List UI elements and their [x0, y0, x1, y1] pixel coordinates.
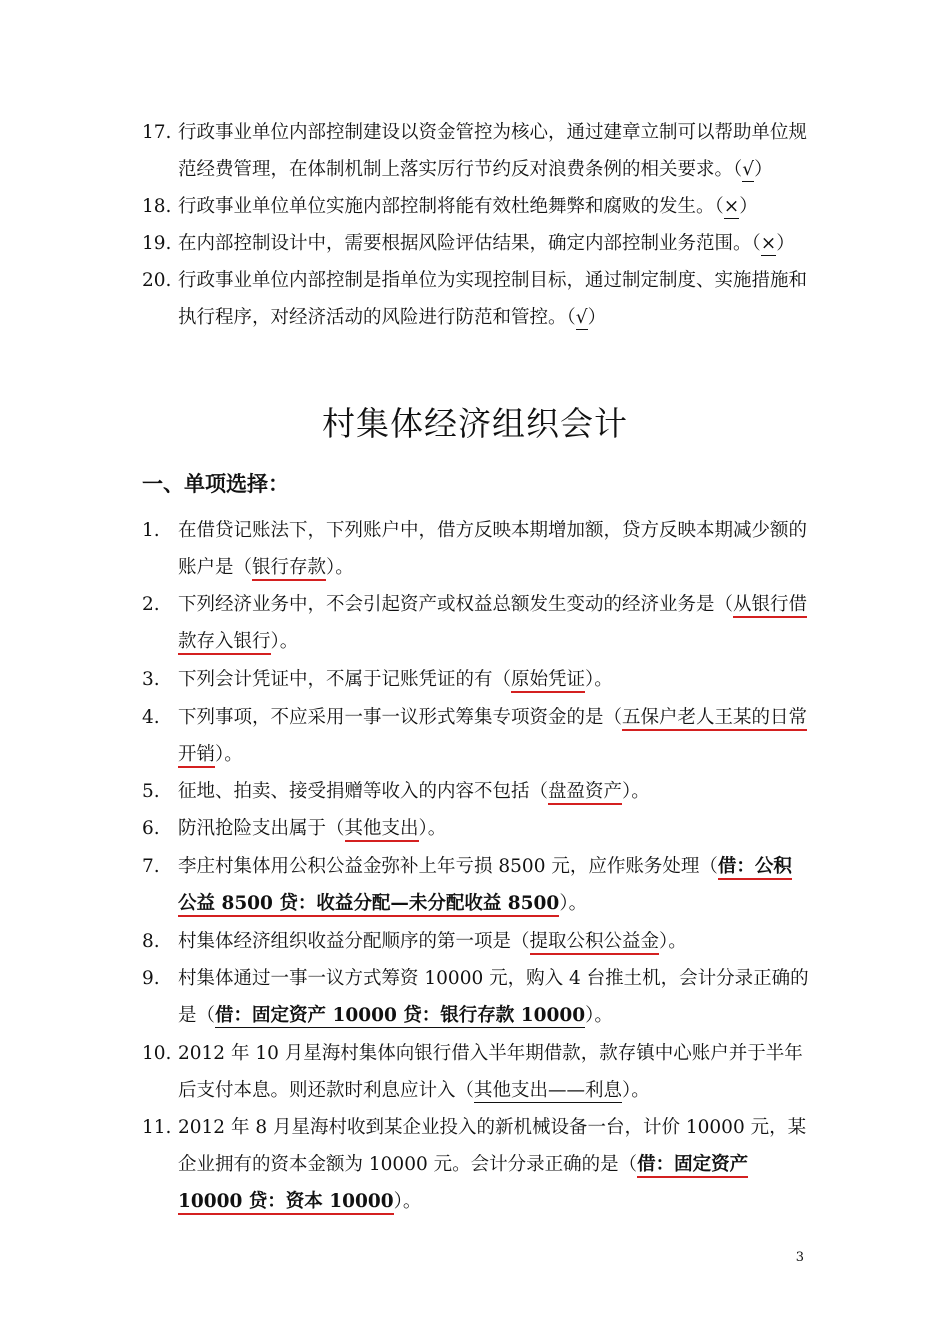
page-number: 3 — [795, 1250, 804, 1265]
question-20: 20. 行政事业单位内部控制是指单位为实现控制目标，通过制定制度、实施措施和执行程序，对经济活动的风险进行防范和管控。（√） — [142, 262, 810, 336]
question-9: 9. 村集体通过一事一议方式筹资 10000 元，购入 4 台推土机，会计分录正确的是（借：固定资产 10000 贷：银行存款 10000）。 — [142, 960, 810, 1034]
question-6: 6. 防汛抢险支出属于（其他支出）。 — [142, 810, 810, 847]
question-19: 19. 在内部控制设计中，需要根据风险评估结果，确定内部控制业务范围。（×） — [142, 225, 810, 262]
question-text: 防汛抢险支出属于（ — [178, 818, 345, 839]
question-text: 村集体经济组织收益分配顺序的第一项是（ — [178, 931, 530, 952]
answer: × — [760, 233, 777, 254]
question-text: 行政事业单位单位实施内部控制将能有效杜绝舞弊和腐败的发生。（ — [178, 196, 724, 217]
question-18: 18. 行政事业单位单位实施内部控制将能有效杜绝舞弊和腐败的发生。（×） — [142, 188, 810, 225]
question-number: 7. — [142, 856, 160, 877]
question-text: 下列会计凭证中，不属于记账凭证的有（ — [178, 669, 512, 690]
question-5: 5. 征地、拍卖、接受捐赠等收入的内容不包括（盘盈资产）。 — [142, 773, 810, 810]
answer: 从银行借款存入银行 — [178, 594, 807, 655]
answer: 借：固定资产 10000 贷：资本 10000 — [178, 1154, 748, 1215]
question-10: 10. 2012 年 10 月星海村集体向银行借入半年期借款，款存镇中心账户并于半年后支付本息。则还款时利息应计入（其他支出——利息）。 — [142, 1035, 810, 1109]
page-title: 村集体经济组织会计 — [322, 404, 628, 443]
answer: 银行存款 — [252, 557, 326, 581]
answer: × — [723, 196, 740, 217]
question-text: 在借贷记账法下，下列账户中，借方反映本期增加额，贷方反映本期减少额的账户是（ — [178, 520, 808, 578]
question-11: 11. 2012 年 8 月星海村收到某企业投入的新机械设备一台，计价 10000 元，某企业拥有的资本金额为 10000 元。会计分录正确的是（借：固定资产 10000 贷：资本 10000）。 — [142, 1109, 810, 1220]
question-number: 10. — [142, 1043, 172, 1064]
question-number: 8. — [142, 931, 160, 952]
answer: √ — [575, 307, 588, 328]
question-number: 3. — [142, 669, 160, 690]
answer: 盘盈资产 — [548, 781, 622, 805]
question-text: 征地、拍卖、接受捐赠等收入的内容不包括（ — [178, 781, 549, 802]
question-7: 7. 李庄村集体用公积公益金弥补上年亏损 8500 元，应作账务处理（借：公积公益 8500 贷：收益分配—未分配收益 8500）。 — [142, 848, 810, 922]
question-8: 8. 村集体经济组织收益分配顺序的第一项是（提取公积公益金）。 — [142, 923, 810, 960]
question-number: 6. — [142, 818, 160, 839]
answer: √ — [742, 159, 755, 180]
question-text: 行政事业单位内部控制是指单位为实现控制目标，通过制定制度、实施措施和执行程序，对经济活动的风险进行防范和管控。（ — [178, 270, 808, 328]
question-number: 9. — [142, 968, 160, 989]
question-number: 1. — [142, 520, 160, 541]
question-number: 2. — [142, 594, 160, 615]
question-text: 行政事业单位内部控制建设以资金管控为核心，通过建章立制可以帮助单位规范经费管理，在体制机制上落实厉行节约反对浪费条例的相关要求。（ — [178, 122, 808, 180]
question-3: 3. 下列会计凭证中，不属于记账凭证的有（原始凭证）。 — [142, 661, 810, 698]
answer: 借：公积公益 8500 贷：收益分配—未分配收益 8500 — [178, 856, 792, 917]
question-number: 19. — [142, 233, 172, 254]
question-text: 李庄村集体用公积公益金弥补上年亏损 8500 元，应作账务处理（ — [178, 856, 718, 877]
question-text: 下列事项，不应采用一事一议形式筹集专项资金的是（ — [178, 707, 623, 728]
answer: 其他支出——利息 — [474, 1080, 623, 1101]
question-text: 在内部控制设计中，需要根据风险评估结果，确定内部控制业务范围。（ — [178, 233, 761, 254]
answer: 其他支出 — [345, 818, 419, 842]
answer: 提取公积公益金 — [530, 931, 660, 955]
question-1: 1. 在借贷记账法下，下列账户中，借方反映本期增加额，贷方反映本期减少额的账户是（银行存款）。 — [142, 512, 810, 586]
section-heading: 一、单项选择： — [142, 472, 289, 496]
question-text: 村集体通过一事一议方式筹资 10000 元，购入 4 台推土机，会计分录正确的是（ — [178, 968, 809, 1026]
question-text: 2012 年 10 月星海村集体向银行借入半年期借款，款存镇中心账户并于半年后支付本息。则还款时利息应计入（ — [178, 1043, 803, 1101]
question-number: 18. — [142, 196, 172, 217]
question-number: 17. — [142, 122, 172, 143]
answer: 原始凭证 — [511, 669, 585, 693]
question-4: 4. 下列事项，不应采用一事一议形式筹集专项资金的是（五保户老人王某的日常开销）。 — [142, 699, 810, 773]
question-number: 20. — [142, 270, 172, 291]
question-text: 下列经济业务中，不会引起资产或权益总额发生变动的经济业务是（ — [178, 594, 734, 615]
question-number: 11. — [142, 1117, 172, 1138]
question-number: 5. — [142, 781, 160, 802]
question-text: 2012 年 8 月星海村收到某企业投入的新机械设备一台，计价 10000 元，某企业拥有的资本金额为 10000 元。会计分录正确的是（ — [178, 1117, 807, 1175]
answer: 五保户老人王某的日常开销 — [178, 707, 807, 768]
answer: 借：固定资产 10000 贷：银行存款 10000 — [215, 1005, 586, 1026]
question-2: 2. 下列经济业务中，不会引起资产或权益总额发生变动的经济业务是（从银行借款存入银行）。 — [142, 586, 810, 660]
question-17: 17. 行政事业单位内部控制建设以资金管控为核心，通过建章立制可以帮助单位规范经费管理，在体制机制上落实厉行节约反对浪费条例的相关要求。（√） — [142, 114, 810, 188]
question-number: 4. — [142, 707, 160, 728]
